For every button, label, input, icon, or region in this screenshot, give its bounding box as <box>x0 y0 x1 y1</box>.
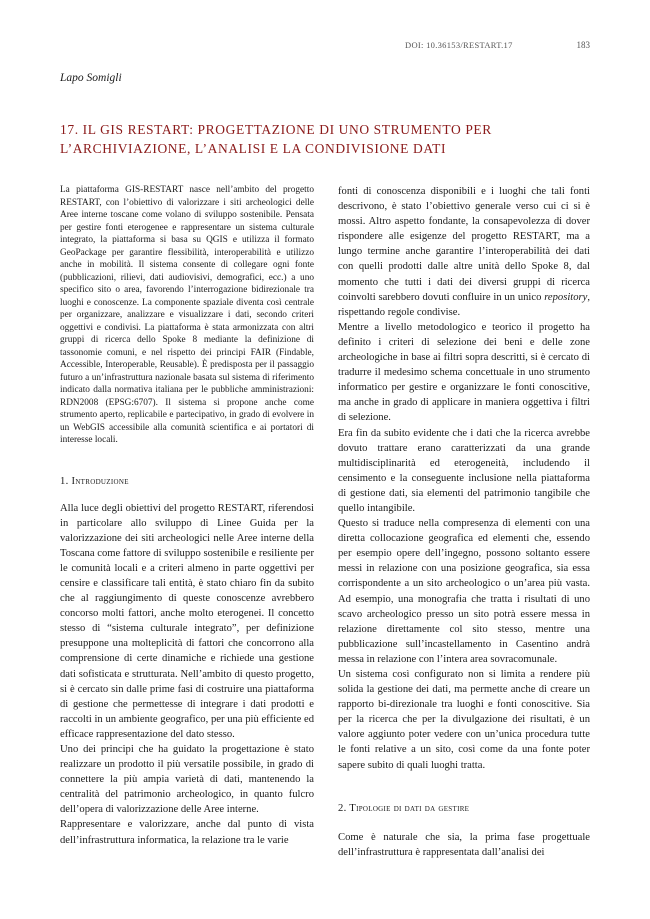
paragraph <box>338 184 590 320</box>
paragraph: Uno dei principi che ha guidato la progettazione è stato realizzare un prodotto il più versatile possibile, in grado di connettere la più ampia varietà di dati, mantenendo la centralità del patrimonio archeologico, in quanto fulcro dell’opera di valorizzazione delle Aree interne. <box>60 744 314 816</box>
paragraph: Alla luce degli obiettivi del progetto RESTART, riferendosi in particolare allo sviluppo di Linee Guida per la valorizzazione dei siti archeologici nelle Aree interne della Toscana come fattore di sviluppo sostenibile e resiliente per le comunità locali e a criteri almeno in parte oggettivi per censire e classificare tali entità, è stato chiaro fin da subito che al raggiungimento di queste conoscenze avrebbero concorso molti fattori, anche molto eterogenei. Il concetto stesso di “sistema culturale integrato”, per definizione presuppone una molteplicità di fattori che concorrono alla comprensione di certe dinamiche e richiede una gestione dati sofisticata e strutturata. Nell’ambito di questo progetto, si è cercato sin dalle prime fasi di costruire una piattaforma di gestione che permettesse di integrare i dati prodotti e raccolti in un ambiente geografico, per una più efficiente ed efficace rappresentazione del dato stesso. <box>60 502 314 740</box>
page-number: 183 <box>576 40 590 50</box>
chapter-title: 17. IL GIS RESTART: PROGETTAZIONE DI UNO STRUMENTO PER L’ARCHIVIAZIONE, L’ANALISI E LA CONDIVISIONE DATI <box>60 122 492 156</box>
section-heading-introduction: 1. Introduzione <box>60 475 129 487</box>
abstract: La piattaforma GIS-RESTART nasce nell’ambito del progetto RESTART, con l’obiettivo di valorizzare i siti archeologici delle Aree interne toscane come volano di sviluppo sostenibile. Pensata per gestire fonti eterogenee e rappresentare un sistema culturale integrato, la piattaforma si basa su QGIS e utilizza il formato GeoPackage per garantire flessibilità, interoperabilità e utilizzo anche in mobilità. Il sistema consente di collegare ogni fonte (pubblicazioni, rilievi, dati audiovisivi, demografici, ecc.) a uno specifico sito o area, favorendo l’interrogazione bidirezionale tra luoghi e conoscenze. La componente spaziale diventa così centrale per organizzare, analizzare e visualizzare i dati, secondo criteri oggettivi e condivisi. La piattaforma è stata armonizzata con altri gruppi di ricerca dello Spoke 8 mediante la definizione di tassonomie comuni, e nel rispetto dei principi FAIR (Findable, Accessible, Interoperable, Reusable). È predisposta per il passaggio futuro a un’infrastruttura nazionale basata sul sistema di riferimento indicato dalla normativa italiana per le pubbliche amministrazioni: RDN2008 (EPSG:6707). Il sistema si propone anche come strumento aperto, replicabile e partecipativo, in grado di evolvere in un WebGIS accessibile alla comunità scientifica e ai portatori di interesse locali. <box>60 185 314 445</box>
text-run: fonti di conoscenza disponibili e i luoghi che tali fonti descrivono, è stato l’obiettivo generale verso cui ci si è mossi. Altro aspetto fondante, la consapevolezza di dover rispondere alle esigenze del progetto RESTART, ma a lungo termine anche garantire l’interoperabilità dei dati con quelli prodotti dalle altre unità dello Spoke 8, dal momento che tutti i dati dei diversi gruppi di ricerca coinvolti sarebbero dovuti confluire in un unico <box>338 186 590 303</box>
paragraph: Rappresentare e valorizzare, anche dal punto di vista dell’infrastruttura informatica, la relazione tra le varie <box>60 819 314 846</box>
paragraph: Mentre a livello metodologico e teorico il progetto ha definito i criteri di selezione dei beni e delle zone archeologiche in base ai filtri sopra descritti, si è cercato di tradurre il medesimo schema concettuale in uno strumento informatico per gestire e organizzare le fonti conoscitive, ma anche in grado di applicare in maniera oggettiva i filtri di selezione. <box>338 321 590 424</box>
doi-label: DOI: 10.36153/RESTART.17 <box>405 40 513 50</box>
paragraph: Un sistema così configurato non si limita a rendere più solida la gestione dei dati, ma permette anche di creare un rapporto bi-direzionale tra luoghi e fonti conoscitive. Sia per la ricerca che per la divulgazione dei risultati, è un valore aggiunto poter vedere con un’unica procedura tutte le fonti relative a un sito, così come da una fonte poter sapere subito di quali luoghi tratta. <box>338 669 590 771</box>
right-column <box>338 184 590 860</box>
emphasis-repository: repository <box>544 291 588 303</box>
author-name: Lapo Somigli <box>60 72 122 84</box>
paragraph: Come è naturale che sia, la prima fase progettuale dell’infrastruttura è rappresentata dall’analisi dei <box>338 831 590 858</box>
left-column <box>60 184 314 848</box>
paragraph: Era fin da subito evidente che i dati che la ricerca avrebbe dovuto trattare erano caratterizzati da una grande multidisciplinarità ed eterogeneità, includendo il censimento e la conseguente inclusione nella piattaforma di gestione dati, sia elementi del patrimonio tangibile che quello intangibile. <box>338 427 590 514</box>
section-heading-tipologie: 2. Tipologie di dati da gestire <box>338 802 470 814</box>
paragraph: Questo si traduce nella compresenza di elementi con una diretta collocazione geografica ed elementi che, essendo per esempio opere dell’ingegno, possono soltanto essere messi in relazione con una posizione geografica, sia essa corrispondente a un sito archeologico o un’area più vasta. Ad esempio, una monografia che tratta i risultati di uno scavo archeologico presso un sito potrà essere messa in relazione direttamente col sito stesso, mentre una pubblicazione sull’incastellamento in Casentino andrà messa in relazione con l’intera area sovracomunale. <box>338 518 590 665</box>
text-run: , rispettando regole condivise. <box>338 291 590 318</box>
